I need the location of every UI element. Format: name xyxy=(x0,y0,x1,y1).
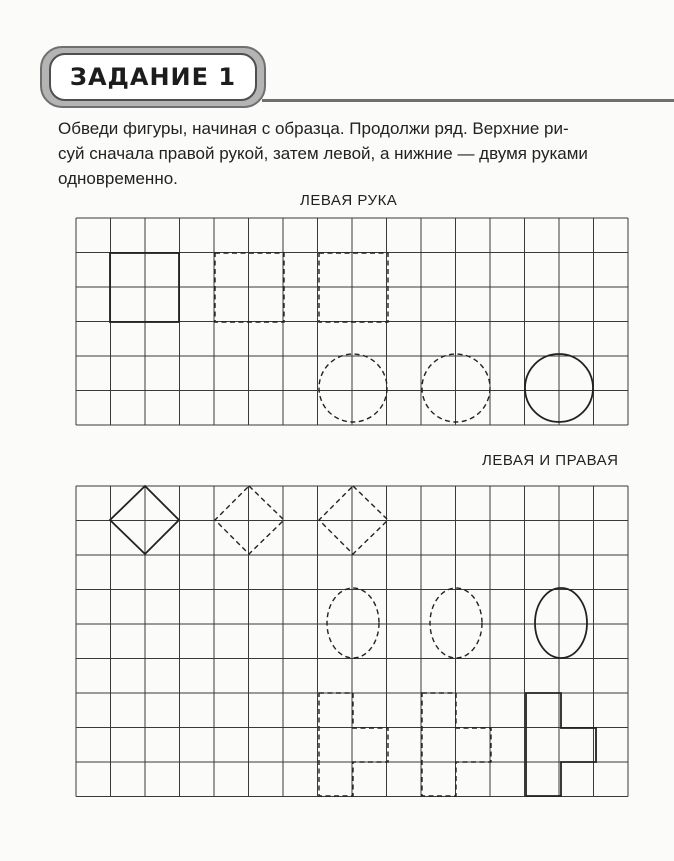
grid-label-both-hands: ЛЕВАЯ И ПРАВАЯ xyxy=(482,452,619,469)
sample-step-shape[interactable] xyxy=(526,693,596,796)
trace-ellipse-1[interactable] xyxy=(327,588,379,658)
instruction-line-3: одновременно. xyxy=(58,169,178,188)
grid-bottom xyxy=(76,486,628,797)
task-title: ЗАДАНИЕ 1 xyxy=(69,63,237,91)
grid-label-left-hand: ЛЕВАЯ РУКА xyxy=(300,192,398,209)
trace-step-shape-1[interactable] xyxy=(319,693,388,796)
trace-step-shape-2[interactable] xyxy=(422,693,491,796)
trace-circle-1[interactable] xyxy=(319,354,387,422)
instruction-line-2: суй сначала правой рукой, затем левой, а нижние — двумя руками xyxy=(58,144,588,163)
instruction-line-1: Обведи фигуры, начиная с образца. Продолжи ряд. Верхние ри- xyxy=(58,119,569,138)
sample-ellipse[interactable] xyxy=(535,588,587,658)
